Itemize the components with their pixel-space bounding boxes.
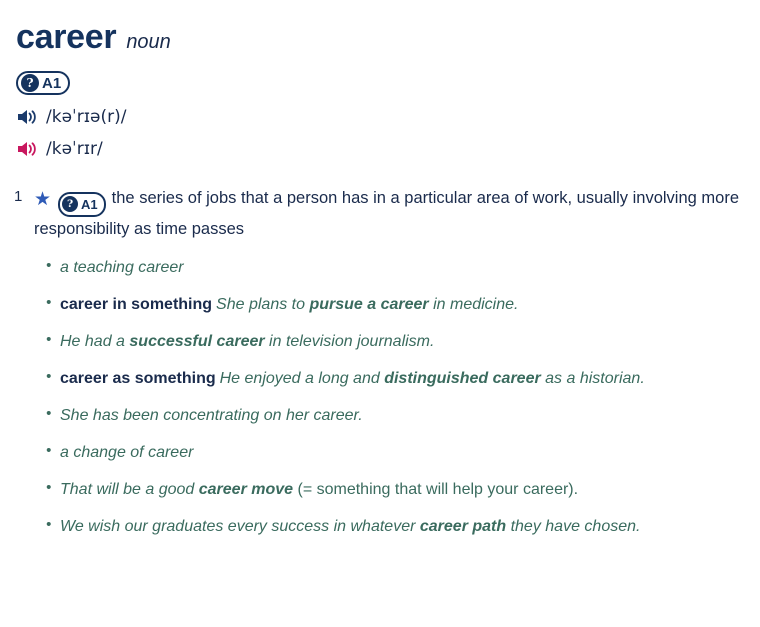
example-item (60, 256, 742, 280)
example-item (60, 515, 742, 539)
sense-cefr-badge[interactable] (58, 192, 106, 217)
oxford-3000-icon: ? (21, 74, 39, 92)
example-text: That will be a good (60, 481, 199, 499)
pronunciation-american (16, 139, 742, 159)
speaker-icon-british[interactable] (16, 107, 38, 127)
headword-row (16, 18, 742, 57)
example-text: a teaching career (60, 259, 184, 277)
example-text: We wish our graduates every success in whatever (60, 518, 420, 536)
part-of-speech: noun (126, 31, 171, 53)
example-text: in medicine. (428, 296, 519, 314)
example-text: (= something that will help your career). (293, 481, 579, 499)
example-highlight: pursue a career (309, 296, 429, 314)
example-item (60, 330, 742, 354)
pronunciation-british (16, 107, 742, 127)
oxford-3000-icon: ? (62, 196, 78, 212)
example-item (60, 478, 742, 502)
example-item (60, 441, 742, 465)
example-text: She has been concentrating on her career. (60, 407, 363, 425)
example-text: She plans to (216, 296, 310, 314)
cefr-level-label: A1 (42, 74, 62, 92)
sense-number: 1 (14, 188, 23, 205)
cefr-level-badge[interactable] (16, 71, 70, 95)
example-item (60, 367, 742, 391)
example-text: they have chosen. (506, 518, 641, 536)
example-item (60, 404, 742, 428)
example-text: in television journalism. (264, 333, 435, 351)
speaker-icon-american[interactable] (16, 139, 38, 159)
example-text: He enjoyed a long and (219, 370, 385, 388)
sense-cefr-label: A1 (81, 196, 98, 212)
example-item (60, 293, 742, 317)
example-text: He had a (60, 333, 130, 351)
definition-text: the series of jobs that a person has in a particular area of work, usually involving more responsibility as time passes (34, 189, 739, 238)
example-highlight: career path (419, 518, 507, 536)
example-highlight: successful career (129, 333, 265, 351)
example-text: a change of career (60, 444, 194, 462)
sense-body (34, 185, 742, 552)
example-highlight: distinguished career (384, 370, 541, 388)
example-text: as a historian. (540, 370, 645, 388)
example-list (34, 256, 742, 539)
sense-block (14, 185, 742, 552)
collocation-label: career in something (60, 296, 213, 314)
phonetic-transcription-american: /kəˈrɪr/ (46, 139, 103, 159)
example-highlight: career move (198, 481, 294, 499)
phonetic-transcription-british: /kəˈrɪə(r)/ (46, 107, 127, 127)
page-title: career (16, 18, 117, 56)
star-icon: ★ (34, 189, 52, 210)
definition-line (34, 185, 742, 242)
collocation-label: career as something (60, 370, 216, 388)
